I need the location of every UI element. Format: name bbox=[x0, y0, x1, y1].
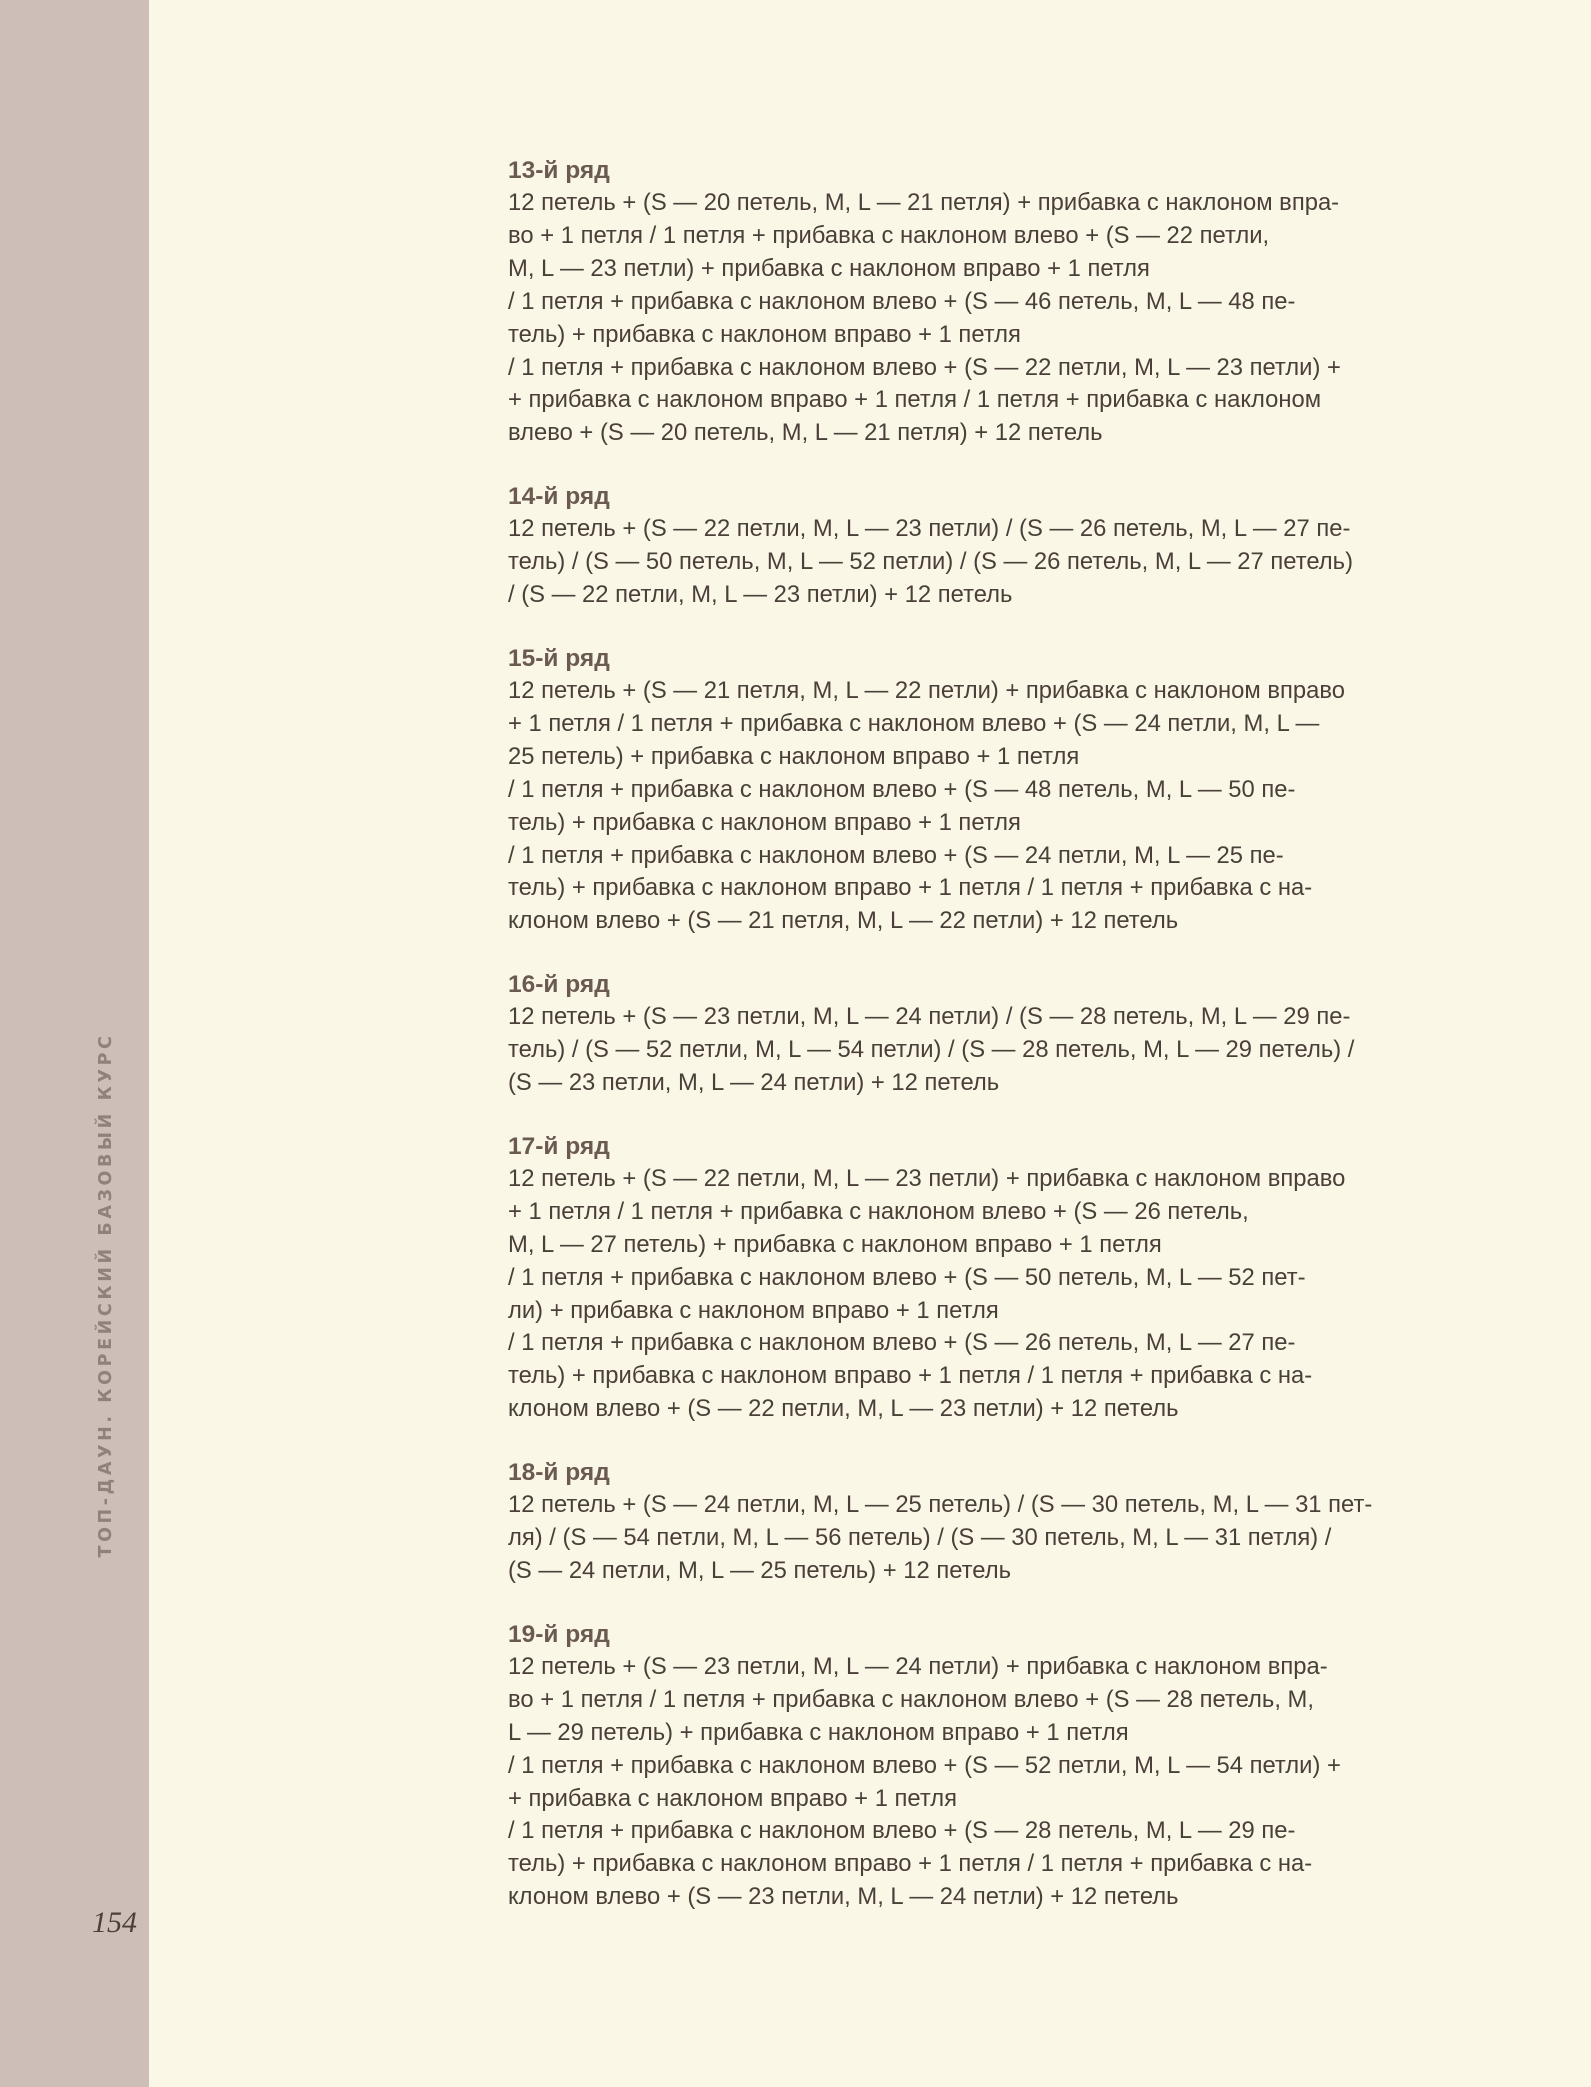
row-block-13 bbox=[508, 155, 1508, 450]
row-text-line: 12 петель + (S — 22 петли, M, L — 23 петли) / (S — 26 петель, M, L — 27 пе- bbox=[508, 515, 1351, 543]
page-number: 154 bbox=[92, 1906, 137, 1939]
row-text-line: (S — 23 петли, M, L — 24 петли) + 12 петель bbox=[508, 1069, 1000, 1097]
row-text-line: во + 1 петля / 1 петля + прибавка с наклоном влево + (S — 28 петель, M, bbox=[508, 1685, 1314, 1713]
row-title: 18-й ряд bbox=[508, 1459, 610, 1487]
row-text-line: / (S — 22 петли, M, L — 23 петли) + 12 петель bbox=[508, 581, 1013, 609]
row-block-18 bbox=[508, 1457, 1508, 1588]
running-head: ТОП-ДАУН. КОРЕЙСКИЙ БАЗОВЫЙ КУРС bbox=[96, 1032, 116, 1558]
row-text-line: / 1 петля + прибавка с наклоном влево + (S — 26 петель, M, L — 27 пе- bbox=[508, 1329, 1296, 1357]
row-text-line: ля) / (S — 54 петли, M, L — 56 петель) / (S — 30 петель, M, L — 31 петля) / bbox=[508, 1524, 1332, 1552]
row-text-line: 12 петель + (S — 21 петля, M, L — 22 петли) + прибавка с наклоном вправо bbox=[508, 676, 1345, 704]
row-text-line: + 1 петля / 1 петля + прибавка с наклоном влево + (S — 24 петли, M, L — bbox=[508, 709, 1320, 737]
row-text-line: тель) + прибавка с наклоном вправо + 1 петля bbox=[508, 320, 1021, 348]
row-text-line: + прибавка с наклоном вправо + 1 петля / 1 петля + прибавка с наклоном bbox=[508, 386, 1322, 414]
row-text-line: тель) + прибавка с наклоном вправо + 1 петля / 1 петля + прибавка с на- bbox=[508, 1362, 1313, 1390]
row-text-line: клоном влево + (S — 22 петли, M, L — 23 петли) + 12 петель bbox=[508, 1395, 1179, 1423]
row-text-line: тель) / (S — 52 петли, M, L — 54 петли) / (S — 28 петель, M, L — 29 петель) / bbox=[508, 1036, 1355, 1064]
row-title: 17-й ряд bbox=[508, 1132, 610, 1160]
row-text-line: тель) + прибавка с наклоном вправо + 1 петля / 1 петля + прибавка с на- bbox=[508, 1850, 1313, 1878]
row-block-19 bbox=[508, 1619, 1508, 1914]
row-title: 14-й ряд bbox=[508, 483, 610, 511]
row-text-line: тель) + прибавка с наклоном вправо + 1 петля bbox=[508, 808, 1021, 836]
row-text-line: L — 29 петель) + прибавка с наклоном вправо + 1 петля bbox=[508, 1718, 1129, 1746]
row-text-line: 12 петель + (S — 24 петли, M, L — 25 петель) / (S — 30 петель, M, L — 31 пет- bbox=[508, 1491, 1373, 1519]
row-text-line: / 1 петля + прибавка с наклоном влево + (S — 46 петель, M, L — 48 пе- bbox=[508, 287, 1296, 315]
row-text-line: 25 петель) + прибавка с наклоном вправо + 1 петля bbox=[508, 742, 1080, 770]
row-text-line: / 1 петля + прибавка с наклоном влево + (S — 50 петель, M, L — 52 пет- bbox=[508, 1263, 1306, 1291]
row-text-line: клоном влево + (S — 23 петли, M, L — 24 петли) + 12 петель bbox=[508, 1883, 1179, 1911]
row-block-15 bbox=[508, 643, 1508, 938]
row-text-line: / 1 петля + прибавка с наклоном влево + (S — 28 петель, M, L — 29 пе- bbox=[508, 1817, 1296, 1845]
row-block-17 bbox=[508, 1131, 1508, 1426]
row-title: 13-й ряд bbox=[508, 157, 610, 184]
row-text-line: / 1 петля + прибавка с наклоном влево + (S — 48 петель, M, L — 50 пе- bbox=[508, 775, 1296, 803]
row-text-line: / 1 петля + прибавка с наклоном влево + (S — 52 петли, M, L — 54 петли) + bbox=[508, 1751, 1341, 1779]
main-content bbox=[508, 155, 1508, 1945]
row-text-line: влево + (S — 20 петель, M, L — 21 петля) + 12 петель bbox=[508, 419, 1103, 447]
row-block-16 bbox=[508, 969, 1508, 1100]
row-title: 16-й ряд bbox=[508, 971, 610, 999]
row-text-line: клоном влево + (S — 21 петля, M, L — 22 петли) + 12 петель bbox=[508, 907, 1179, 935]
row-text-line: 12 петель + (S — 22 петли, M, L — 23 петли) + прибавка с наклоном вправо bbox=[508, 1164, 1346, 1192]
row-text-line: тель) / (S — 50 петель, M, L — 52 петли) / (S — 26 петель, M, L — 27 петель) bbox=[508, 548, 1353, 576]
row-text-line: (S — 24 петли, M, L — 25 петель) + 12 петель bbox=[508, 1557, 1012, 1584]
row-text-line: + 1 петля / 1 петля + прибавка с наклоном влево + (S — 26 петель, bbox=[508, 1197, 1249, 1225]
row-text-line: / 1 петля + прибавка с наклоном влево + (S — 24 петли, M, L — 25 пе- bbox=[508, 841, 1284, 869]
row-text-line: 12 петель + (S — 20 петель, M, L — 21 петля) + прибавка с наклоном впра- bbox=[508, 189, 1340, 216]
row-title: 19-й ряд bbox=[508, 1620, 610, 1648]
row-text-line: / 1 петля + прибавка с наклоном влево + (S — 22 петли, M, L — 23 петли) + bbox=[508, 353, 1341, 381]
row-block-14 bbox=[508, 481, 1508, 612]
page-sidebar bbox=[0, 0, 149, 2087]
row-text-line: ли) + прибавка с наклоном вправо + 1 петля bbox=[508, 1296, 999, 1324]
row-text-line: 12 петель + (S — 23 петли, M, L — 24 петли) + прибавка с наклоном впра- bbox=[508, 1652, 1328, 1680]
row-text-line: M, L — 23 петли) + прибавка с наклоном вправо + 1 петля bbox=[508, 254, 1150, 282]
row-text-line: тель) + прибавка с наклоном вправо + 1 петля / 1 петля + прибавка с на- bbox=[508, 874, 1313, 902]
row-title: 15-й ряд bbox=[508, 644, 610, 672]
row-text-line: + прибавка с наклоном вправо + 1 петля bbox=[508, 1784, 958, 1812]
row-text-line: 12 петель + (S — 23 петли, M, L — 24 петли) / (S — 28 петель, M, L — 29 пе- bbox=[508, 1003, 1351, 1031]
row-text-line: во + 1 петля / 1 петля + прибавка с наклоном влево + (S — 22 петли, bbox=[508, 221, 1270, 249]
row-text-line: M, L — 27 петель) + прибавка с наклоном вправо + 1 петля bbox=[508, 1230, 1162, 1258]
